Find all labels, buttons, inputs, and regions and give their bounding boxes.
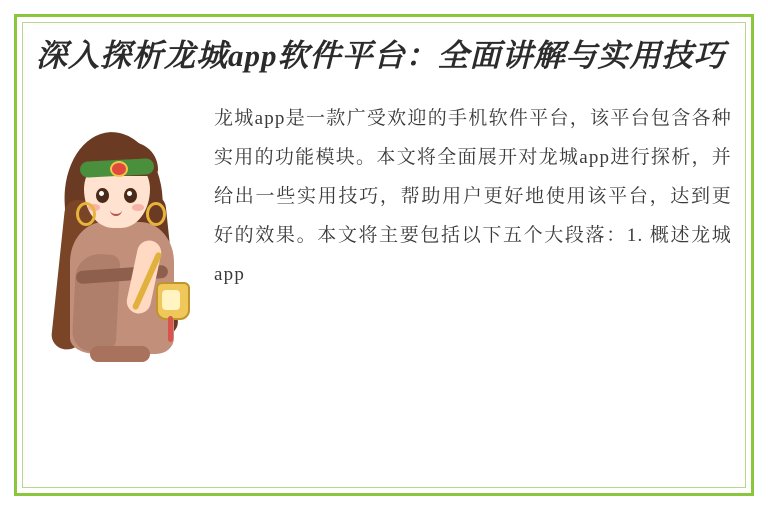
eye-right-shape (124, 188, 137, 203)
lantern-tassel-shape (168, 316, 173, 342)
page-title: 深入探析龙城app软件平台：全面讲解与实用技巧 (36, 38, 726, 73)
feet-shape (90, 346, 150, 362)
headband-gem-icon (110, 161, 128, 177)
lantern-glow-shape (162, 290, 180, 310)
cheek-right-shape (132, 204, 144, 211)
eye-left-shape (96, 188, 109, 203)
article-body-row (36, 92, 732, 364)
document-content (36, 34, 732, 476)
earring-left-icon (76, 202, 96, 226)
earring-right-icon (146, 202, 166, 226)
article-paragraph: 龙城app是一款广受欢迎的手机软件平台，该平台包含各种实用的功能模块。本文将全面展开对龙城app进行探析，并给出一些实用技巧，帮助用户更好地使用该平台，达到更好的效果。本文将主要包括以下五个大段落：1. 概述龙城app (214, 108, 732, 285)
cartoon-girl-with-lantern-icon (36, 104, 204, 364)
